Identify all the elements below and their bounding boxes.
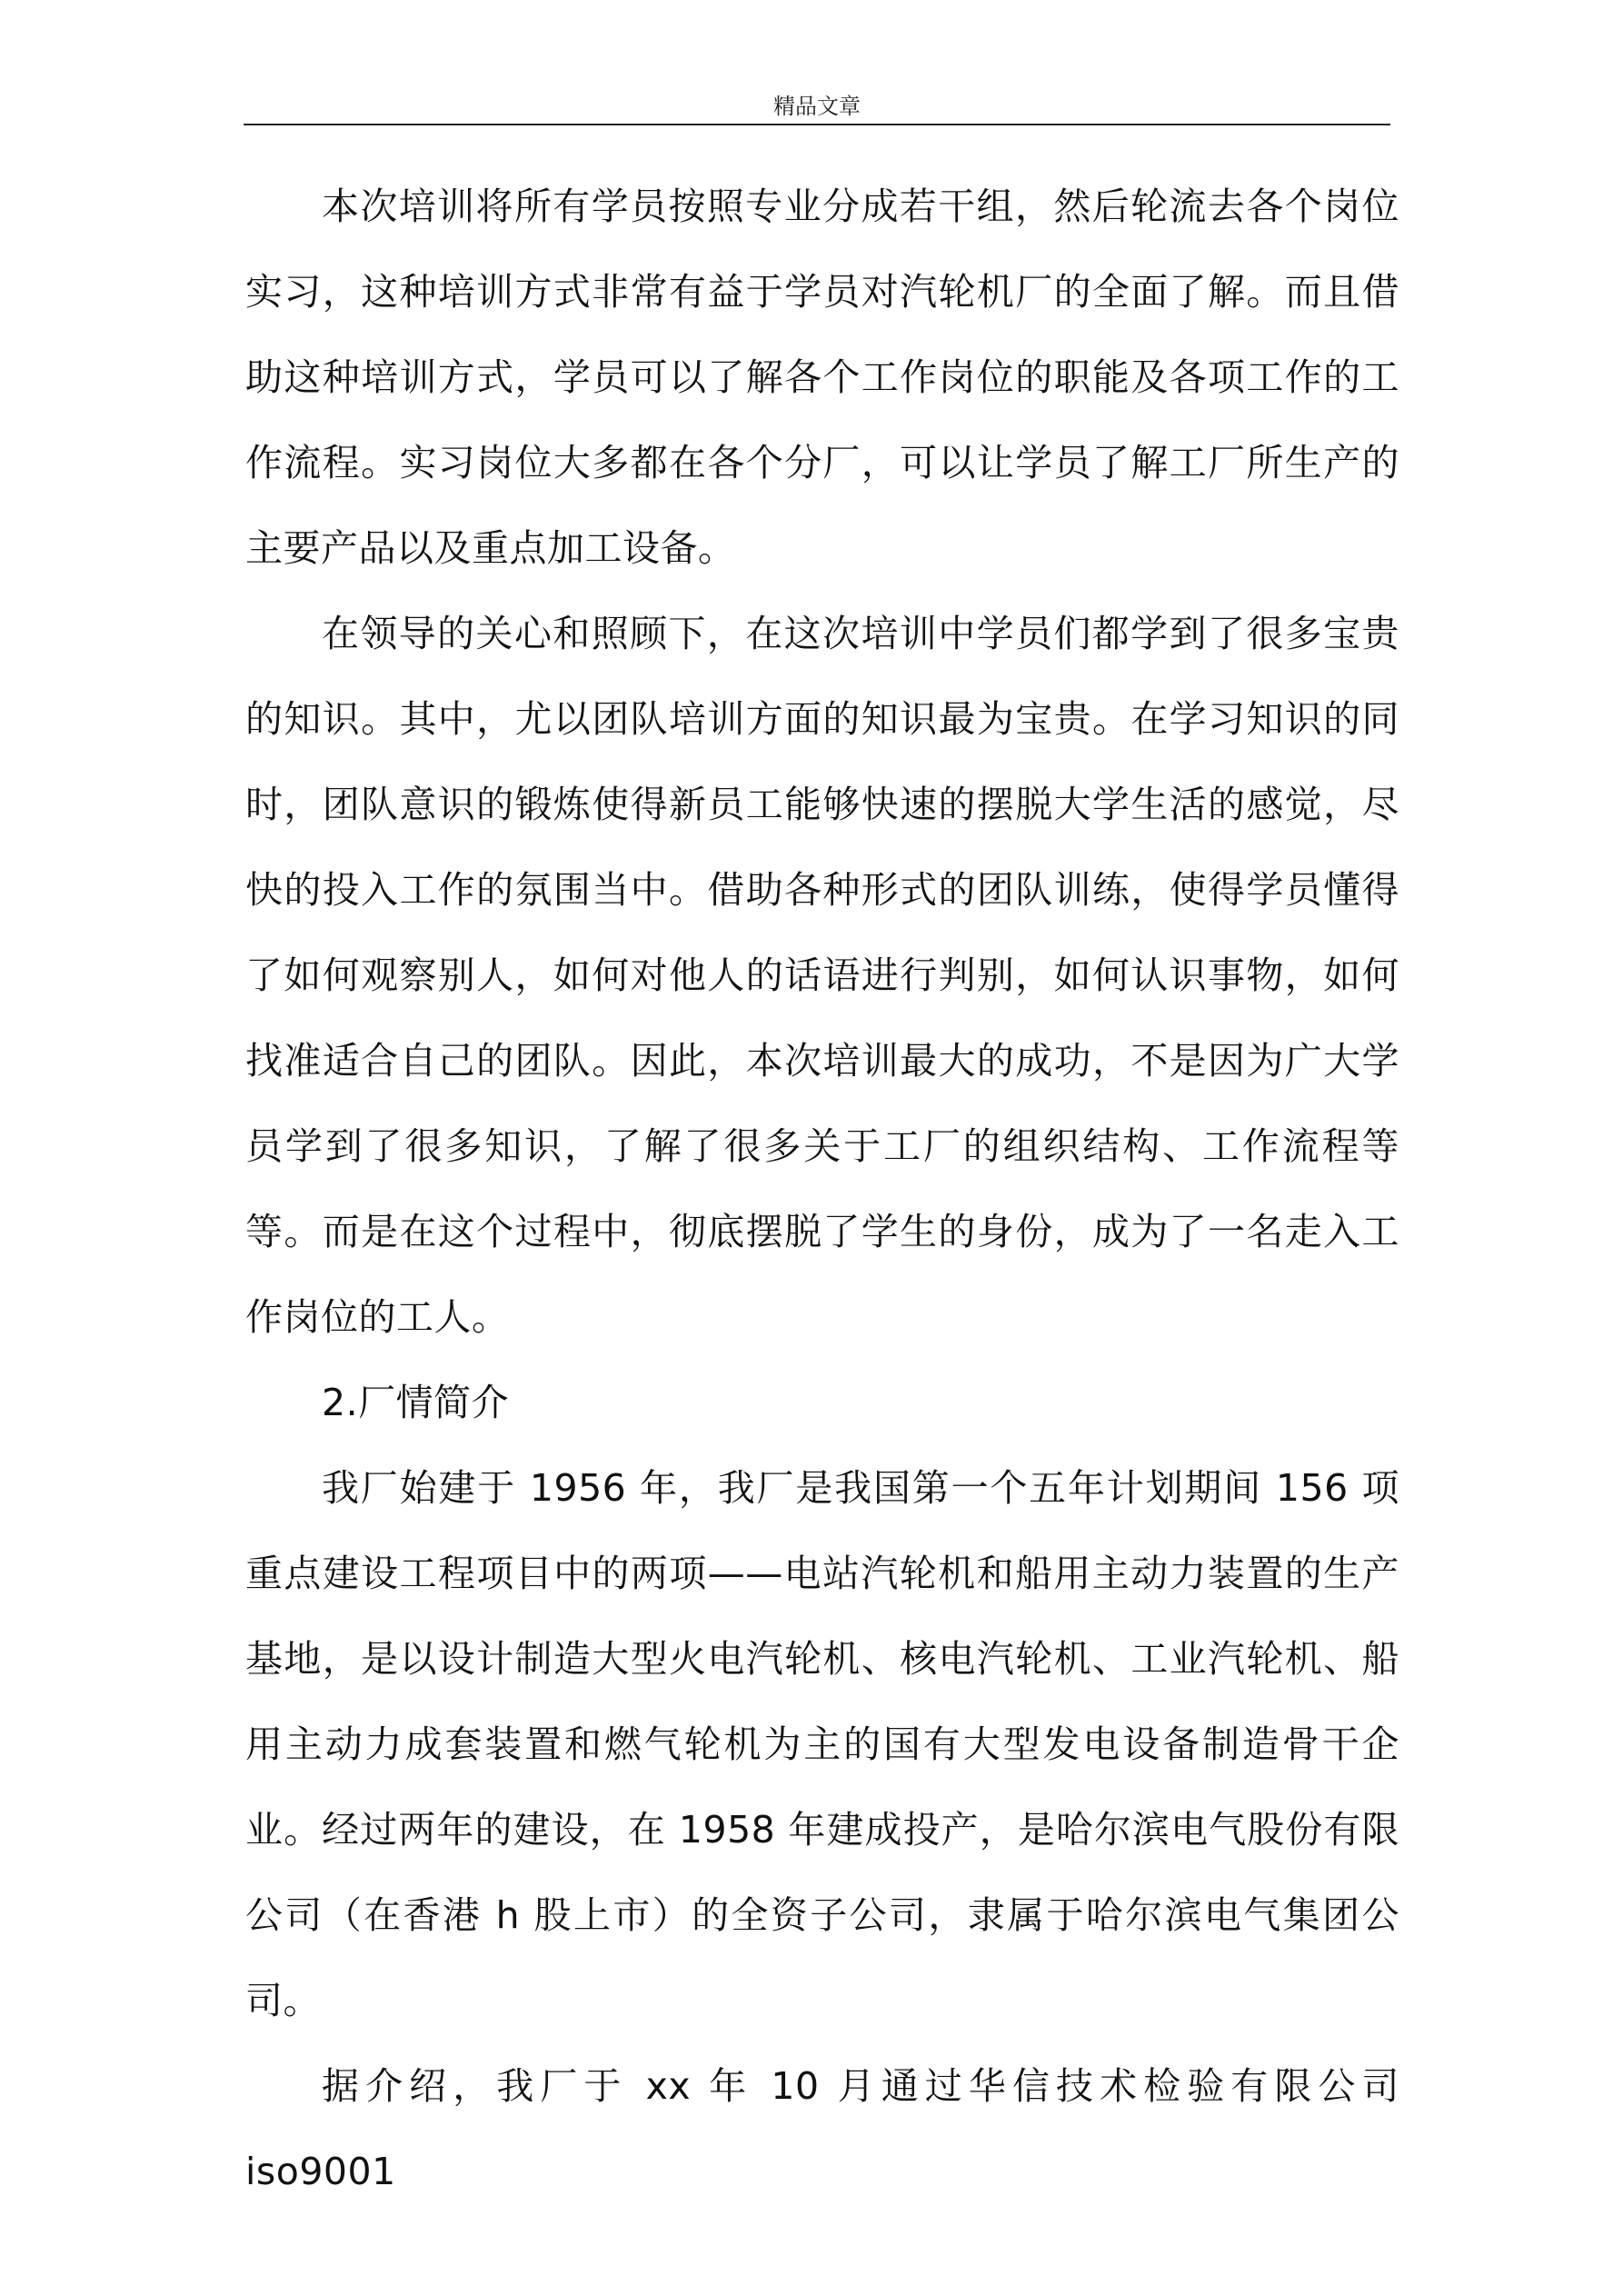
section-heading-factory-intro: 2.厂情简介 <box>322 1381 510 1424</box>
paragraph-training-method: 本次培训将所有学员按照专业分成若干组，然后轮流去各个岗位实习，这种培训方式非常有益于学员对汽轮机厂的全面了解。而且借助这种培训方式，学员可以了解各个工作岗位的职能及各项工作的工作流程。实习岗位大多都在各个分厂，可以让学员了解工厂所生产的主要产品以及重点加工设备。 <box>245 185 1399 570</box>
header-divider <box>244 124 1390 125</box>
page-header: 精品文章 <box>773 94 861 119</box>
paragraph-training-gains: 在领导的关心和照顾下，在这次培训中学员们都学到了很多宝贵的知识。其中，尤以团队培训方面的知识最为宝贵。在学习知识的同时，团队意识的锻炼使得新员工能够快速的摆脱大学生活的感觉，尽快的投入工作的氛围当中。借助各种形式的团队训练，使得学员懂得了如何观察别人，如何对他人的话语进行判别，如何认识事物，如何找准适合自己的团队。因此，本次培训最大的成功，不是因为广大学员学到了很多知识，了解了很多关于工厂的组织结构、工作流程等等。而是在这个过程中，彻底摆脱了学生的身份，成为了一名走入工作岗位的工人。 <box>245 612 1399 1339</box>
document-body <box>245 164 1399 2214</box>
paragraph-certification: 据介绍，我厂于 xx 年 10 月通过华信技术检验有限公司 iso9001 <box>245 2064 1399 2193</box>
paragraph-factory-history: 我厂始建于 1956 年，我厂是我国第一个五年计划期间 156 项重点建设工程项目中的两项——电站汽轮机和船用主动力装置的生产基地，是以设计制造大型火电汽轮机、核电汽轮机、工业汽轮机、船用主动力成套装置和燃气轮机为主的国有大型发电设备制造骨干企业。经过两年的建设，在 1958 年建成投产，是哈尔滨电气股份有限公司（在香港 h 股上市）的全资子公司，隶属于哈尔滨电气集团公司。 <box>245 1466 1399 2022</box>
